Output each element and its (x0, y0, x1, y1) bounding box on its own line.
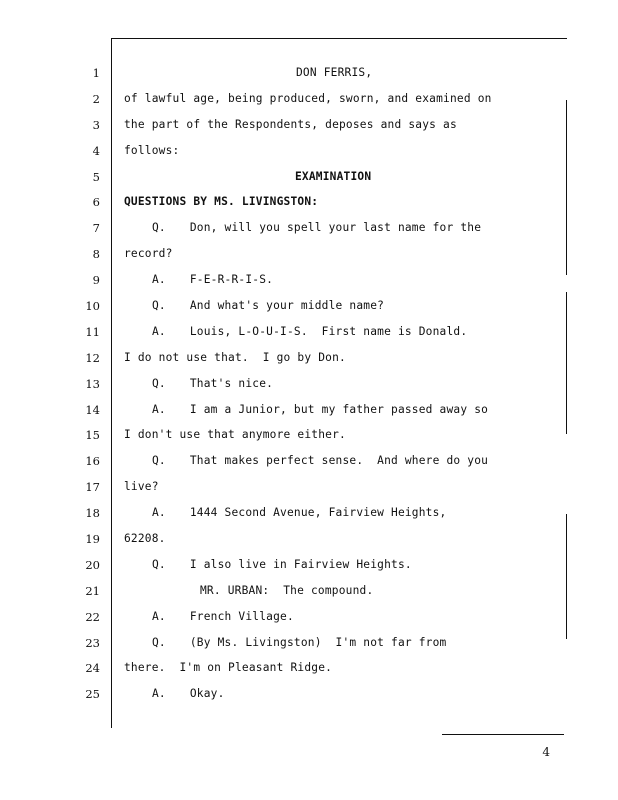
speaker-label: A. (152, 273, 166, 287)
line-content: Don, will you spell your last name for the (189, 221, 482, 235)
transcript-line (0, 243, 618, 269)
line-content: That's nice. (189, 376, 274, 390)
line-text (152, 325, 467, 338)
transcript-line (0, 88, 618, 114)
transcript-line (0, 502, 618, 528)
line-text (152, 299, 384, 312)
line-content: I am a Junior, but my father passed away so (189, 402, 489, 416)
line-number: 21 (85, 583, 100, 598)
speaker-label: Q. (152, 376, 166, 390)
line-number: 10 (85, 299, 100, 314)
line-number: 4 (92, 143, 100, 158)
transcript-line (0, 166, 618, 192)
line-text (152, 221, 481, 234)
questioner-heading: QUESTIONS BY MS. LIVINGSTON: (124, 195, 319, 209)
line-content: I also live in Fairview Heights. (189, 557, 412, 571)
line-number: 15 (85, 428, 100, 443)
line-text: record? (124, 247, 173, 261)
line-number: 3 (92, 117, 100, 132)
line-content: (By Ms. Livingston) I'm not far from (189, 635, 447, 649)
line-text: I don't use that anymore either. (124, 428, 346, 442)
line-number: 19 (85, 532, 100, 547)
line-text: 62208. (124, 532, 166, 546)
line-text: I do not use that. I go by Don. (124, 350, 346, 364)
speaker-label: A. (152, 609, 166, 623)
transcript-lines (0, 62, 618, 709)
transcript-line (0, 683, 618, 709)
line-content: French Village. (189, 609, 294, 623)
speaker-label: Q. (152, 221, 166, 235)
line-number: 16 (85, 454, 100, 469)
transcript-line (0, 373, 618, 399)
line-content: MR. URBAN: The compound. (200, 583, 374, 597)
transcript-line (0, 347, 618, 373)
top-border (111, 38, 567, 39)
line-number: 18 (85, 506, 100, 521)
transcript-line (0, 114, 618, 140)
line-text: the part of the Respondents, deposes and says as (124, 117, 457, 131)
line-number: 12 (85, 350, 100, 365)
line-number: 24 (85, 661, 100, 676)
line-text (152, 636, 447, 649)
line-content: That makes perfect sense. And where do you (189, 454, 489, 468)
line-content: Okay. (189, 687, 225, 701)
speaker-label: A. (152, 506, 166, 520)
line-text (152, 454, 488, 467)
speaker-label: A. (152, 324, 166, 338)
line-number: 13 (85, 376, 100, 391)
line-text (152, 584, 373, 597)
transcript-line (0, 321, 618, 347)
line-number: 9 (92, 273, 100, 288)
transcript-line (0, 528, 618, 554)
transcript-line (0, 424, 618, 450)
section-heading: EXAMINATION (295, 169, 372, 183)
speaker-label: Q. (152, 454, 166, 468)
transcript-line (0, 399, 618, 425)
line-text (152, 273, 273, 286)
transcript-line (0, 295, 618, 321)
line-number: 5 (92, 169, 100, 184)
witness-name: DON FERRIS, (296, 66, 373, 79)
transcript-line (0, 476, 618, 502)
transcript-line (0, 269, 618, 295)
line-content: F-E-R-R-I-S. (189, 273, 274, 287)
line-content: 1444 Second Avenue, Fairview Heights, (189, 506, 447, 520)
footer-rule (442, 734, 564, 735)
line-content: And what's your middle name? (189, 299, 385, 313)
line-text: live? (124, 480, 159, 494)
transcript-line (0, 632, 618, 658)
speaker-label: A. (152, 402, 166, 416)
line-number: 14 (85, 402, 100, 417)
line-text: of lawful age, being produced, sworn, and examined on (124, 91, 492, 105)
line-text (152, 403, 488, 416)
line-text (152, 687, 225, 700)
speaker-label: Q. (152, 635, 166, 649)
transcript-line (0, 657, 618, 683)
line-text (152, 610, 294, 623)
line-text: follows: (124, 143, 180, 157)
line-number: 23 (85, 635, 100, 650)
line-number: 22 (85, 609, 100, 624)
line-text: there. I'm on Pleasant Ridge. (124, 661, 333, 675)
line-content: Louis, L-O-U-I-S. First name is Donald. (189, 324, 468, 338)
line-number: 8 (92, 247, 100, 262)
line-number: 20 (85, 557, 100, 572)
transcript-line (0, 606, 618, 632)
transcript-line (0, 191, 618, 217)
line-number: 7 (92, 221, 100, 236)
line-number: 25 (85, 687, 100, 702)
transcript-line (0, 62, 618, 88)
line-number: 1 (92, 66, 100, 80)
transcript-line (0, 580, 618, 606)
transcript-line (0, 554, 618, 580)
transcript-line (0, 217, 618, 243)
line-text (152, 558, 412, 571)
speaker-label: Q. (152, 299, 166, 313)
speaker-label: Q. (152, 557, 166, 571)
line-text (152, 506, 447, 519)
line-number: 6 (92, 195, 100, 210)
speaker-label: A. (152, 687, 166, 701)
line-number: 2 (92, 91, 100, 106)
page-number: 4 (542, 745, 550, 759)
transcript-line (0, 140, 618, 166)
line-number: 11 (85, 324, 100, 339)
line-text (152, 377, 273, 390)
transcript-line (0, 450, 618, 476)
line-number: 17 (85, 480, 100, 495)
